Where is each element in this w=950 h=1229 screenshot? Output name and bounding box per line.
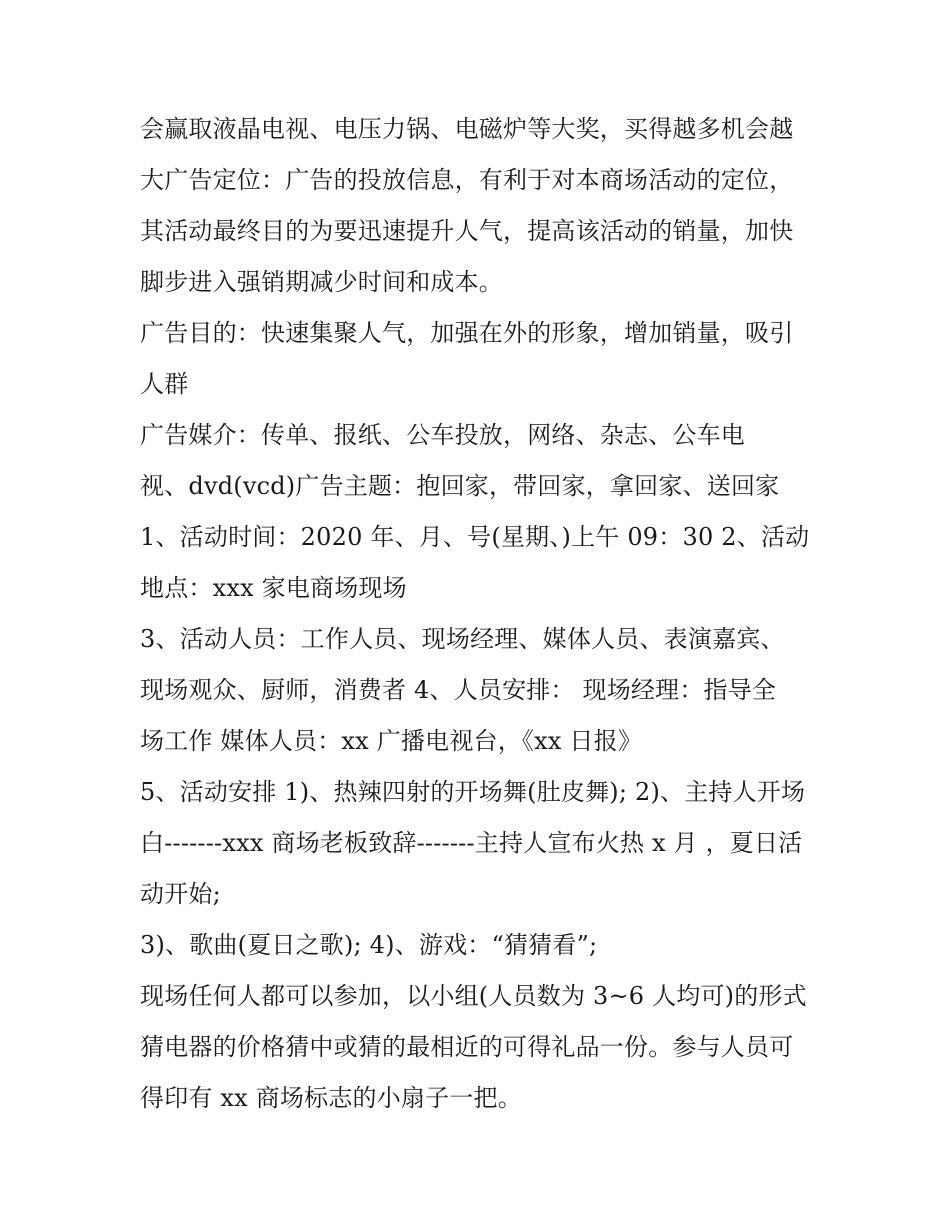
text-line: 广告目的：快速集聚人气，加强在外的形象，增加销量，吸引	[140, 319, 794, 347]
text-line: 大广告定位：广告的投放信息，有利于对本商场活动的定位，	[140, 166, 794, 194]
text-line: 视、dvd(vcd)广告主题：抱回家，带回家，拿回家、送回家	[140, 472, 780, 500]
text-line: 其活动最终目的为要迅速提升人气，提高该活动的销量，加快	[140, 217, 794, 245]
text-line: 1、活动时间：2020 年、月、号(星期、)上午 09：30 2、活动	[140, 523, 810, 551]
text-line: 3、活动人员：工作人员、现场经理、媒体人员、表演嘉宾、	[140, 625, 785, 653]
text-line: 会赢取液晶电视、电压力锅、电磁炉等大奖，买得越多机会越	[140, 115, 794, 143]
text-line: 场工作 媒体人员：xx 广播电视台，《xx 日报》	[140, 727, 643, 755]
text-line: 现场观众、厨师，消费者 4、人员安排： 现场经理：指导全	[140, 676, 777, 704]
text-line: 3)、歌曲(夏日之歌); 4)、游戏：“猜猜看”;	[140, 931, 598, 959]
text-line: 人群	[140, 370, 189, 398]
text-line: 5、活动安排 1)、热辣四射的开场舞(肚皮舞); 2)、主持人开场	[140, 778, 806, 806]
text-line: 得印有 xx 商场标志的小扇子一把。	[140, 1084, 522, 1112]
text-line: 现场任何人都可以参加，以小组(人员数为 3~6 人均可)的形式	[140, 982, 807, 1010]
text-line: 白-------xxx 商场老板致辞-------主持人宣布火热 x 月 ，夏日活	[140, 829, 803, 857]
text-line: 猜电器的价格猜中或猜的最相近的可得礼品一份。参与人员可	[140, 1033, 794, 1061]
document-body	[140, 104, 820, 1124]
text-line: 地点：xxx 家电商场现场	[140, 574, 407, 602]
text-line: 动开始;	[140, 880, 221, 908]
text-line: 脚步进入强销期减少时间和成本。	[140, 268, 503, 296]
text-line: 广告媒介：传单、报纸、公车投放，网络、杂志、公车电	[140, 421, 745, 449]
